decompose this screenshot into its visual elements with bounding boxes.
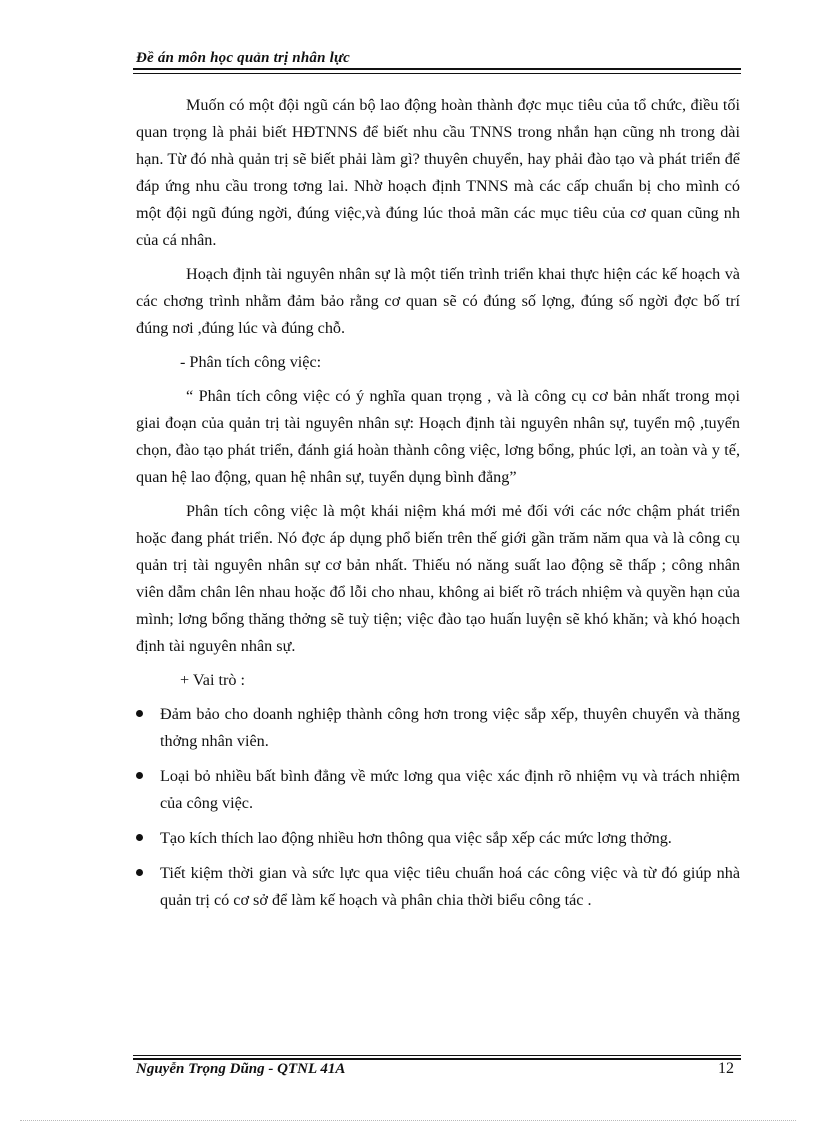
paragraph-intro: Muốn có một đội ngũ cán bộ lao động hoàn thành đợc mục tiêu của tổ chức, điều tối quan trọng là phải biết HĐTNNS để biết nhu cầu TNNS trong nhắn hạn cũng nh trong dài hạn. Từ đó nhà quản trị sẽ biết phải làm gì? thuyên chuyển, hay phải đào tạo và phát triển để đáp ứng nhu cầu trong tơng lai. Nhờ hoạch định TNNS mà các cấp chuẩn bị cho mình có một đội ngũ đúng ngời, đúng việc,và đúng lúc thoả mãn các mục tiêu của cơ quan cũng nh của cá nhân. xyxy=(136,96,740,249)
list-item xyxy=(136,825,740,852)
bullet-text: Loại bỏ nhiều bất bình đẳng về mức lơng qua việc xác định rõ nhiệm vụ và trách nhiệm của công việc. xyxy=(160,767,740,812)
subheading-job-analysis: - Phân tích công việc: xyxy=(180,353,322,371)
header-rule-thin xyxy=(133,73,741,74)
page-number: 12 xyxy=(718,1060,734,1077)
header-rule-thick xyxy=(133,68,741,70)
list-item xyxy=(136,860,740,914)
page-edge-divider xyxy=(20,1120,796,1121)
paragraph-quote: “ Phân tích công việc có ý nghĩa quan trọng , và là công cụ cơ bản nhất trong mọi giai đoạn của quản trị tài nguyên nhân sự: Hoạch định tài nguyên nhân sự, tuyển mộ ,tuyển chọn, đào tạo phát triển, đánh giá hoàn thành công việc, lơng bổng, phúc lợi, an toàn và y tế, quan hệ lao động, quan hệ nhân sự, tuyển dụng bình đẳng” xyxy=(136,387,740,486)
bullet-icon xyxy=(136,772,143,779)
list-item xyxy=(136,763,740,817)
paragraph-planning: Hoạch định tài nguyên nhân sự là một tiến trình triển khai thực hiện các kế hoạch và các chơng trình nhằm đảm bảo rằng cơ quan sẽ có đúng số lợng, đúng số ngời đợc bố trí đúng nơi ,đúng lúc và đúng chỗ. xyxy=(136,265,740,337)
body-content xyxy=(136,92,740,922)
bullet-icon xyxy=(136,710,143,717)
footer-rule-thin xyxy=(133,1055,741,1056)
list-item xyxy=(136,701,740,755)
paragraph-concept: Phân tích công việc là một khái niệm khá mới mẻ đối với các nớc chậm phát triển hoặc đang phát triển. Nó đợc áp dụng phổ biến trên thế giới gần trăm năm qua và là công cụ quản trị tài nguyên nhân sự cơ bản nhất. Thiếu nó năng suất lao động sẽ thấp ; công nhân viên dẫm chân lên nhau hoặc đổ lỗi cho nhau, không ai biết rõ trách nhiệm và quyền hạn của mình; lơng bổng thăng thởng sẽ tuỳ tiện; việc đào tạo huấn luyện sẽ khó khăn; và khó hoạch định tài nguyên nhân sự. xyxy=(136,502,740,655)
header-title: Đề án môn học quản trị nhân lực xyxy=(136,50,350,66)
bullet-text: Tiết kiệm thời gian và sức lực qua việc tiêu chuẩn hoá các công việc và từ đó giúp nhà quản trị có cơ sở để làm kế hoạch và phân chia thời biểu công tác . xyxy=(160,864,740,909)
footer-rule-thick xyxy=(133,1058,741,1060)
bullet-icon xyxy=(136,869,143,876)
bullet-icon xyxy=(136,834,143,841)
footer-author: Nguyễn Trọng Dũng - QTNL 41A xyxy=(136,1061,346,1077)
role-bullet-list xyxy=(136,701,740,914)
bullet-text: Đảm bảo cho doanh nghiệp thành công hơn trong việc sắp xếp, thuyên chuyển và thăng thởng nhân viên. xyxy=(160,705,740,750)
bullet-text: Tạo kích thích lao động nhiều hơn thông qua việc sắp xếp các mức lơng thởng. xyxy=(160,829,672,847)
subheading-role: + Vai trò : xyxy=(180,671,246,689)
